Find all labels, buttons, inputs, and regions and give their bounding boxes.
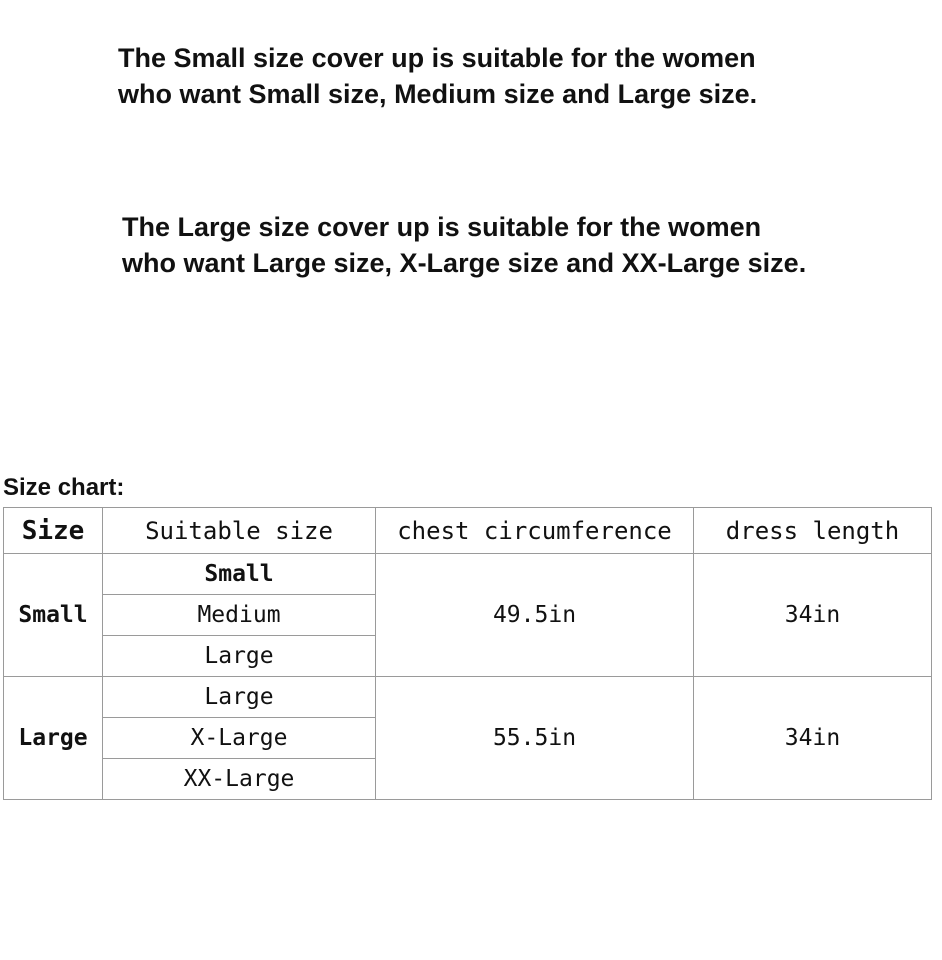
large-description-line-2: who want Large size, X-Large size and XX-Large size. xyxy=(122,248,807,278)
chest-small-cell: 49.5in xyxy=(376,554,694,677)
length-small-cell: 34in xyxy=(694,554,932,677)
suitable-size-cell: Small xyxy=(103,554,376,595)
header-size: Size xyxy=(4,508,103,554)
large-size-description xyxy=(122,209,806,281)
large-description-line-1: The Large size cover up is suitable for the women xyxy=(122,212,762,242)
chest-large-cell: 55.5in xyxy=(376,677,694,800)
suitable-size-cell: Large xyxy=(103,636,376,677)
suitable-size-cell: XX-Large xyxy=(103,759,376,800)
small-size-description xyxy=(118,40,757,112)
small-description-line-1: The Small size cover up is suitable for the women xyxy=(118,43,756,73)
header-dress-length: dress length xyxy=(694,508,932,554)
small-description-line-2: who want Small size, Medium size and Large size. xyxy=(118,79,758,109)
table-header-row xyxy=(4,508,932,554)
suitable-size-cell: Large xyxy=(103,677,376,718)
length-large-cell: 34in xyxy=(694,677,932,800)
header-suitable-size: Suitable size xyxy=(103,508,376,554)
size-chart-table xyxy=(3,507,932,800)
table-row xyxy=(4,554,932,595)
table-row xyxy=(4,677,932,718)
header-chest-circumference: chest circumference xyxy=(376,508,694,554)
suitable-size-cell: X-Large xyxy=(103,718,376,759)
size-small-cell: Small xyxy=(4,554,103,677)
size-large-cell: Large xyxy=(4,677,103,800)
suitable-size-cell: Medium xyxy=(103,595,376,636)
size-chart-title: Size chart: xyxy=(3,474,125,501)
